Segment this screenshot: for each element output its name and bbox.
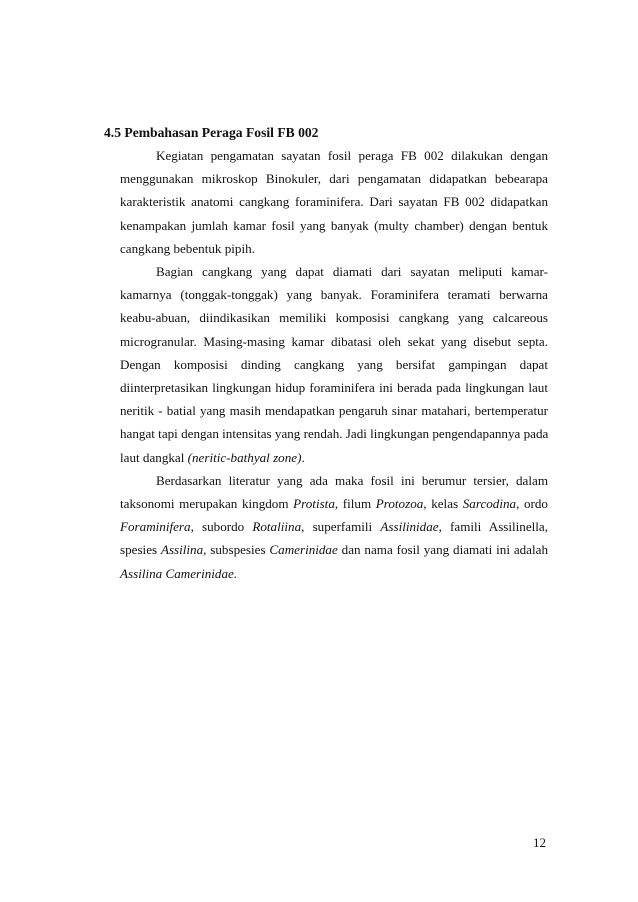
italic-term: Assilina, [160, 542, 207, 558]
italic-term: (neritic-bathyal zone) [187, 449, 302, 465]
paragraph-line [120, 446, 548, 469]
italic-term: Assilina Camerinidae. [120, 565, 238, 581]
paragraph-line: hangat tapi dengan intensitas yang rendah. Jadi lingkungan pengendapannya pada [120, 426, 549, 442]
text-run: dan nama fosil yang diamati ini adalah [337, 542, 548, 558]
text-run: , ordo [516, 496, 548, 512]
paragraph-line [120, 562, 548, 585]
text-run: . [301, 449, 305, 465]
text-run: , subordo [190, 519, 253, 535]
paragraph-line: keabu-abuan, diindikasikan memiliki komposisi cangkang yang calcareous [120, 310, 548, 326]
italic-term: Protista [293, 496, 335, 512]
paragraph-line [120, 515, 548, 538]
text-run: spesies [120, 542, 161, 558]
paragraph-line: kamarnya (tonggak-tonggak) yang banyak. Foraminifera teramati berwarna [120, 287, 548, 303]
paragraph-line: kenampakan jumlah kamar fosil yang banyak (multy chamber) dengan bentuk [120, 217, 548, 233]
paragraph-line: diinterpretasikan lingkungan hidup foraminifera ini berada pada lingkungan laut [120, 380, 548, 396]
text-run: subspesies [206, 542, 270, 558]
paragraph-1 [120, 144, 548, 260]
text-run: , superfamili [301, 519, 381, 535]
section-heading: 4.5 Pembahasan Peraga Fosil FB 002 [104, 125, 319, 140]
paragraph-line: Bagian cangkang yang dapat diamati dari sayatan meliputi kamar- [156, 264, 548, 280]
paragraph-line: Berdasarkan literatur yang ada maka fosil ini berumur tersier, dalam [156, 472, 548, 488]
paragraph-2 [120, 260, 548, 469]
text-run: , filum [334, 496, 376, 512]
text-run: laut dangkal [120, 449, 188, 465]
page-number: 12 [533, 835, 546, 850]
italic-term: Sarcodina [462, 496, 517, 512]
paragraph-line: karakteristik anatomi cangkang foraminifera. Dari sayatan FB 002 didapatkan [120, 194, 548, 210]
paragraph-line: cangkang bebentuk pipih. [120, 240, 255, 256]
paragraph-line: menggunakan mikroskop Binokuler, dari pengamatan didapatkan bebearapa [120, 171, 548, 187]
text-run: taksonomi merupakan kingdom [120, 496, 294, 512]
italic-term: Foraminifera [120, 519, 191, 535]
paragraph-line [120, 492, 548, 515]
text-run: , famili Assilinella, [438, 519, 549, 535]
paragraph-line: microgranular. Masing-masing kamar dibatasi oleh sekat yang disebut septa. [120, 333, 548, 349]
paragraph-line [120, 538, 548, 561]
italic-term: Assilinidae [380, 519, 439, 535]
paragraph-line: neritik - batial yang masih mendapatkan pengaruh sinar matahari, bertemperatur [120, 403, 548, 419]
text-run: , kelas [423, 496, 463, 512]
body-text [120, 144, 548, 585]
italic-term: Rotaliina [252, 519, 302, 535]
italic-term: Protozoa [375, 496, 424, 512]
italic-term: Camerinidae [269, 542, 338, 558]
paragraph-line: Kegiatan pengamatan sayatan fosil peraga FB 002 dilakukan dengan [156, 148, 548, 163]
paragraph-line: Dengan komposisi dinding cangkang yang bersifat gampingan dapat [120, 356, 548, 372]
paragraph-3 [120, 469, 548, 585]
